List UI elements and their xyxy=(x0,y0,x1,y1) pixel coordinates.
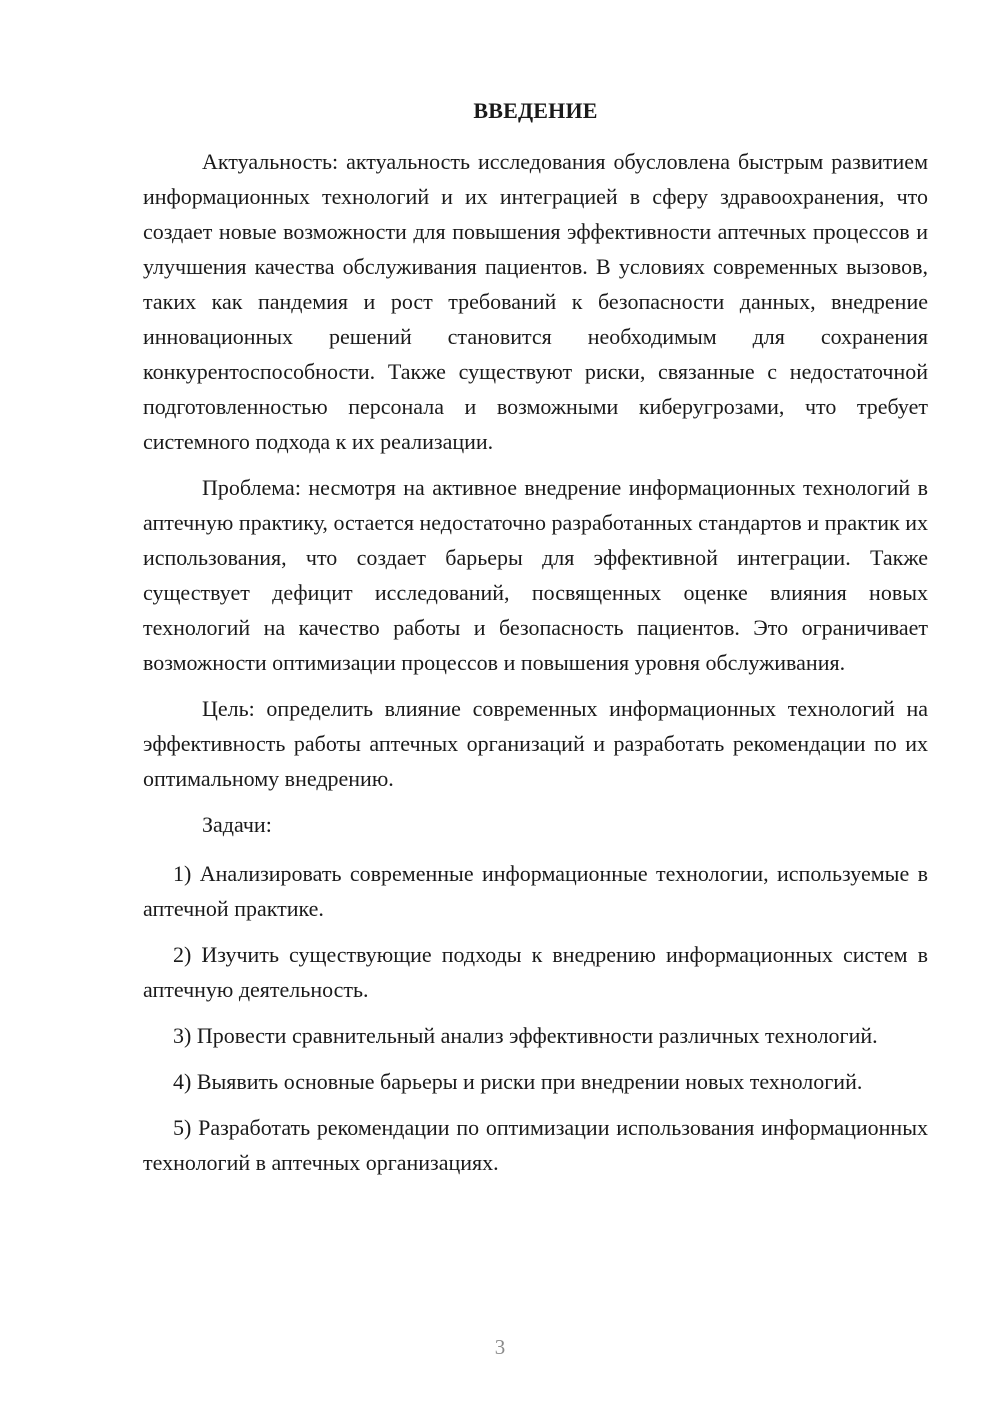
paragraph-relevance: Актуальность: актуальность исследования обусловлена быстрым развитием информационных технологий и их интеграцией в сферу здравоохранения, что создает новые возможности для повышения эффективности аптечных процессов и улучшения качества обслуживания пациентов. В условиях современных вызовов, таких как пандемия и рост требований к безопасности данных, внедрение инновационных решений становится необходимым для сохранения конкурентоспособности. Также существуют риски, связанные с недостаточной подготовленностью персонала и возможными киберугрозами, что требует системного подхода к их реализации. xyxy=(143,149,928,454)
page-number: 3 xyxy=(494,1335,506,1359)
tasks-label: Задачи: xyxy=(202,812,272,837)
paragraph-goal: Цель: определить влияние современных информационных технологий на эффективность работы аптечных организаций и разработать рекомендации по их оптимальному внедрению. xyxy=(143,696,928,791)
list-item: 4) Выявить основные барьеры и риски при внедрении новых технологий. xyxy=(173,1069,863,1094)
section-heading: ВВЕДЕНИЕ xyxy=(473,98,598,123)
tasks-list xyxy=(143,856,928,1180)
list-item: 1) Анализировать современные информационные технологии, используемые в аптечной практике. xyxy=(143,861,928,921)
list-item: 2) Изучить существующие подходы к внедрению информационных систем в аптечную деятельность. xyxy=(143,942,928,1002)
list-item: 5) Разработать рекомендации по оптимизации использования информационных технологий в аптечных организациях. xyxy=(143,1115,928,1175)
list-item: 3) Провести сравнительный анализ эффективности различных технологий. xyxy=(173,1023,878,1048)
page-content xyxy=(143,96,928,1191)
paragraph-problem: Проблема: несмотря на активное внедрение информационных технологий в аптечную практику, остается недостаточно разработанных стандартов и практик их использования, что создает барьеры для эффективной интеграции. Также существует дефицит исследований, посвященных оценке влияния новых технологий на качество работы и безопасность пациентов. Это ограничивает возможности оптимизации процессов и повышения уровня обслуживания. xyxy=(143,475,928,675)
